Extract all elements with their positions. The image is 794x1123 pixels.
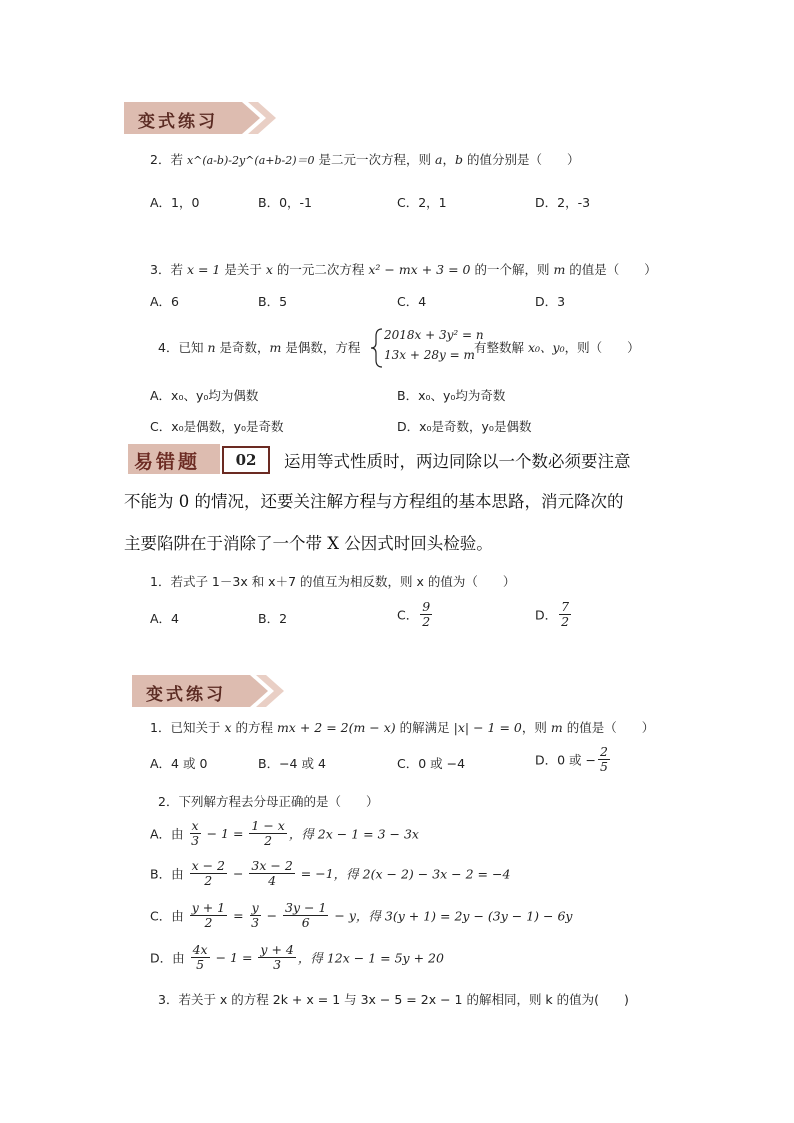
system-equation-2: 13x + 28y = m — [384, 348, 475, 362]
q3-option-b[interactable]: B．5 — [258, 294, 288, 309]
e1-option-c[interactable]: C． $\frac{9}{2}$ — [397, 599, 431, 629]
e1-option-b[interactable]: B．2 — [258, 611, 288, 626]
q2-option-d[interactable]: D．2，-3 — [535, 195, 591, 210]
q3-option-d[interactable]: D．3 — [535, 294, 566, 309]
e1-option-d[interactable]: D． $\frac{7}{2}$ — [535, 599, 570, 629]
chevron-arrow-icon — [236, 675, 296, 707]
error-question-1: 1．若式子 1－3x 和 x＋7 的值互为相反数，则 x 的值为（ ） — [150, 574, 516, 589]
system-equation-1: 2018x + 3y² = n — [384, 328, 484, 342]
error-prone-title: 易错题 — [134, 451, 201, 473]
banner-label: 变式练习 — [138, 112, 218, 132]
variant-practice-banner — [124, 102, 274, 134]
q4-option-a[interactable]: A．x₀、y₀均为偶数 — [150, 388, 259, 403]
error-prone-banner — [128, 444, 268, 474]
question-4-end: 有整数解 x₀、y₀，则（ ） — [474, 340, 640, 355]
variant-question-3: 3．若关于 x 的方程 2k + x = 1 与 3x − 5 = 2x − 1 的解相同，则 k 的值为( ) — [158, 992, 629, 1007]
v2-option-b[interactable]: B．由 $\frac{x - 2}{2}$ − $\frac{3x - 2}{4}$ = −1，得 2(x − 2) − 3x − 2 = −4 — [150, 858, 511, 888]
banner-label: 变式练习 — [146, 685, 226, 705]
variant-question-1: 1．已知关于 x 的方程 mx + 2 = 2(m − x) 的解满足 |x| − 1 = 0，则 m 的值是（ ） — [150, 720, 655, 735]
intro-line-2: 不能为 0 的情况，还要关注解方程与方程组的基本思路，消元降次的 — [124, 492, 624, 511]
q4-option-b[interactable]: B．x₀、y₀均为奇数 — [397, 388, 506, 403]
q4-option-d[interactable]: D．x₀是奇数，y₀是偶数 — [397, 419, 532, 434]
v2-option-a[interactable]: A．由 $\frac{x}{3}$ − 1 = $\frac{1 - x}{2}$ ，得 2x − 1 = 3 − 3x — [150, 818, 419, 848]
q2-option-a[interactable]: A．1，0 — [150, 195, 200, 210]
v1-option-d[interactable]: D．0 或 − $\frac{2}{5}$ — [535, 744, 608, 774]
intro-line-3: 主要陷阱在于消除了一个带 X 公因式时回头检验。 — [124, 534, 493, 553]
question-2: 2．若 x^(a-b)-2y^(a+b-2)＝0 是二元一次方程，则 a，b 的值分别是（ ） — [150, 152, 580, 167]
q2-option-c[interactable]: C．2，1 — [397, 195, 447, 210]
question-4-start: 4．已知 n 是奇数，m 是偶数，方程 — [158, 340, 361, 355]
variant-question-2: 2．下列解方程去分母正确的是（ ） — [158, 794, 379, 809]
question-3: 3．若 x = 1 是关于 x 的一元二次方程 x² − mx + 3 = 0 的一个解，则 m 的值是（ ） — [150, 262, 657, 277]
v1-option-a[interactable]: A．4 或 0 — [150, 756, 208, 771]
q3-option-c[interactable]: C．4 — [397, 294, 427, 309]
intro-line-1: 运用等式性质时，两边同除以一个数必须要注意 — [284, 452, 631, 471]
chevron-arrow-icon — [228, 102, 288, 134]
q2-option-b[interactable]: B．0，-1 — [258, 195, 312, 210]
e1-option-a[interactable]: A．4 — [150, 611, 180, 626]
v2-option-c[interactable]: C．由 $\frac{y + 1}{2}$ = $\frac{y}{3}$ − $\frac{3y - 1}{6}$ − y，得 3(y + 1) = 2y − (3y − 1) − 6y — [150, 900, 573, 930]
error-prone-number: 02 — [222, 446, 270, 474]
system-brace — [370, 328, 384, 368]
v1-option-c[interactable]: C．0 或 −4 — [397, 756, 466, 771]
q4-option-c[interactable]: C．x₀是偶数，y₀是奇数 — [150, 419, 284, 434]
error-prone-label-box — [128, 444, 220, 474]
q3-option-a[interactable]: A．6 — [150, 294, 180, 309]
variant-practice-banner-2 — [132, 675, 282, 707]
v2-option-d[interactable]: D．由 $\frac{4x}{5}$ − 1 = $\frac{y + 4}{3}$ ，得 12x − 1 = 5y + 20 — [150, 942, 444, 972]
v1-option-b[interactable]: B．−4 或 4 — [258, 756, 326, 771]
